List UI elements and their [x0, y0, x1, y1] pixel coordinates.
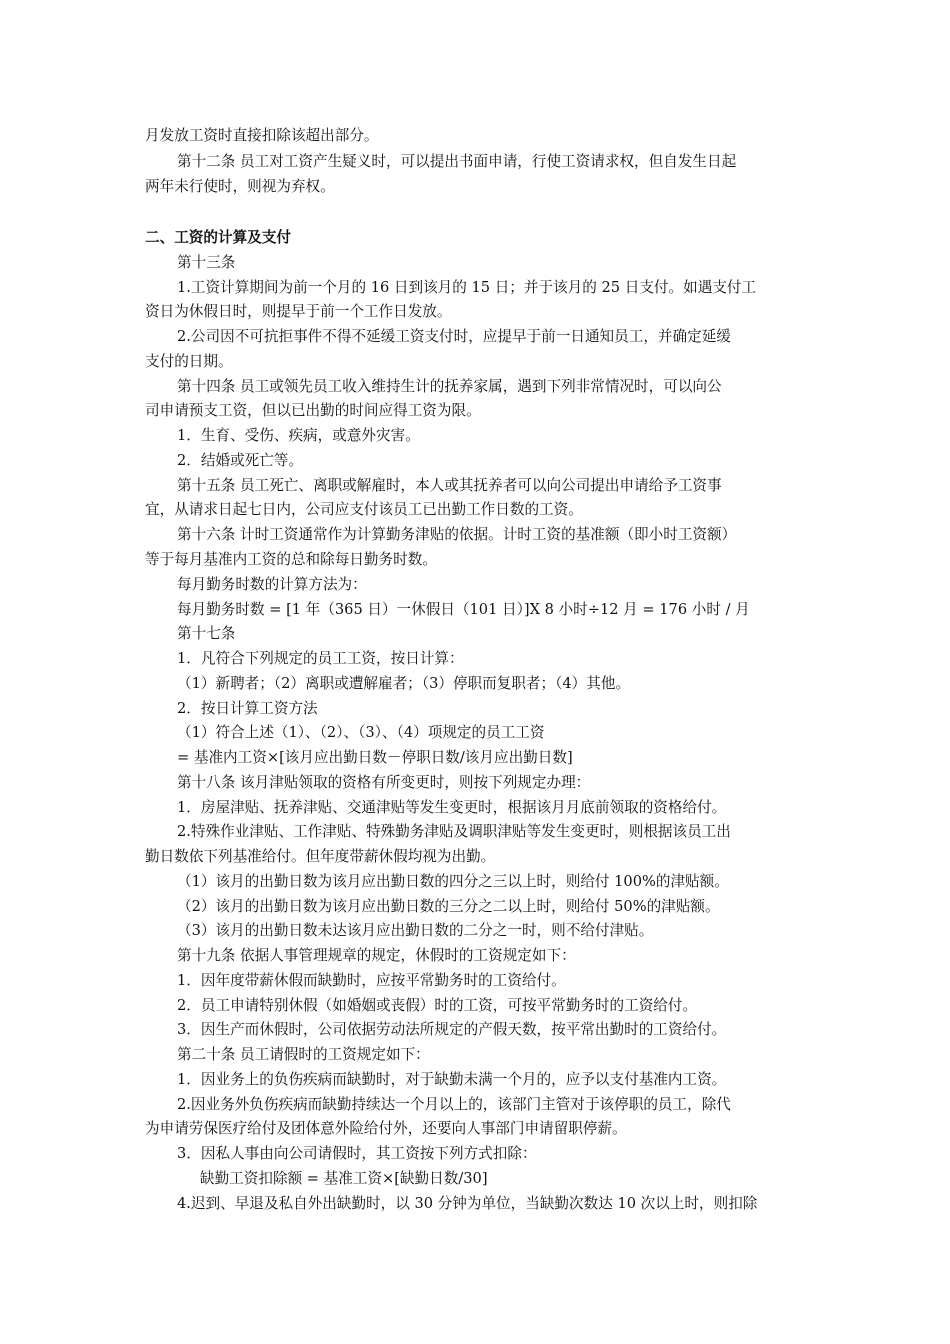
list-item: 4.迟到、早退及私自外出缺勤时，以 30 分钟为单位，当缺勤次数达 10 次以上时，则扣除: [177, 1195, 758, 1212]
text-line: 第十八条 该月津贴领取的资格有所变更时，则按下列规定办理：: [177, 774, 591, 791]
text-line: 月发放工资时直接扣除该超出部分。: [145, 127, 379, 144]
text-line: 第十四条 员工或领先员工收入维持生计的抚养家属，遇到下列非常情况时，可以向公: [177, 378, 722, 395]
text-line: 司申请预支工资，但以已出勤的时间应得工资为限。: [145, 402, 481, 419]
text-line: 每月勤务时数的计算方法为：: [177, 576, 367, 593]
list-item: （1）符合上述（1）、（2）、（3）、（4）项规定的员工工资: [177, 724, 545, 741]
article-title: 第十七条: [177, 625, 236, 642]
text-line: 第二十条 员工请假时的工资规定如下：: [177, 1046, 430, 1063]
list-item: （3）该月的出勤日数未达该月应出勤日数的二分之一时，则不给付津贴。: [177, 922, 654, 939]
list-item: （1）新聘者；（2）离职或遭解雇者；（3）停职而复职者；（4）其他。: [177, 675, 631, 692]
list-item: （1）该月的出勤日数为该月应出勤日数的四分之三以上时，则给付 100%的津贴额。: [177, 873, 729, 890]
text-line: 两年未行使时，则视为弃权。: [145, 178, 335, 195]
list-item: 3．因私人事由向公司请假时，其工资按下列方式扣除：: [177, 1145, 537, 1162]
text-line: 第十二条 员工对工资产生疑义时，可以提出书面申请，行使工资请求权，但自发生日起: [177, 153, 737, 170]
list-item: 2．员工申请特别休假（如婚姻或丧假）时的工资，可按平常勤务时的工资给付。: [177, 997, 698, 1014]
text-line: 支付的日期。: [145, 353, 233, 370]
list-item: （2）该月的出勤日数为该月应出勤日数的三分之二以上时，则给付 50%的津贴额。: [177, 898, 720, 915]
text-line: 第十六条 计时工资通常作为计算勤务津贴的依据。计时工资的基准额（即小时工资额）: [177, 526, 737, 543]
list-item: 2．结婚或死亡等。: [177, 452, 304, 469]
list-item: 2.因业务外负伤疾病而缺勤持续达一个月以上的，该部门主管对于该停职的员工，除代: [177, 1096, 731, 1113]
text-line: 勤日数依下列基准给付。但年度带薪休假均视为出勤。: [145, 848, 496, 865]
article-title: 第十三条: [177, 254, 236, 271]
formula-line: 缺勤工资扣除额 = 基准工资×[缺勤日数/30]: [200, 1170, 488, 1187]
list-item: 1．房屋津贴、抚养津贴、交通津贴等发生变更时，根据该月月底前领取的资格给付。: [177, 799, 727, 816]
list-item: 1．生育、受伤、疾病，或意外灾害。: [177, 427, 420, 444]
list-item: 2.特殊作业津贴、工作津贴、特殊勤务津贴及调职津贴等发生变更时，则根据该员工出: [177, 823, 731, 840]
text-line: 等于每月基准内工资的总和除每日勤务时数。: [145, 551, 437, 568]
formula-line: 每月勤务时数 = [1 年（365 日）一休假日（101 日）]X 8 小时÷12 月 = 176 小时 / 月: [177, 601, 750, 618]
list-item: 1．凡符合下列规定的员工工资，按日计算：: [177, 650, 464, 667]
list-item: 3．因生产而休假时，公司依据劳动法所规定的产假天数，按平常出勤时的工资给付。: [177, 1021, 727, 1038]
text-line: 2.公司因不可抗拒事件不得不延缓工资支付时，应提早于前一日通知员工，并确定延缓: [177, 328, 731, 345]
formula-line: = 基准内工资×[该月应出勤日数－停职日数/该月应出勤日数]: [177, 749, 573, 766]
text-line: 为申请劳保医疗给付及团体意外险给付外，还要向人事部门申请留职停薪。: [145, 1120, 627, 1137]
list-item: 2．按日计算工资方法: [177, 700, 318, 717]
list-item: 1．因业务上的负伤疾病而缺勤时，对于缺勤未满一个月的，应予以支付基准内工资。: [177, 1071, 727, 1088]
text-line: 资日为休假日时，则提早于前一个工作日发放。: [145, 303, 452, 320]
list-item: 1．因年度带薪休假而缺勤时，应按平常勤务时的工资给付。: [177, 972, 566, 989]
text-line: 第十五条 员工死亡、离职或解雇时，本人或其抚养者可以向公司提出申请给予工资事: [177, 477, 722, 494]
section-heading: 二、工资的计算及支付: [145, 229, 291, 246]
text-line: 1.工资计算期间为前一个月的 16 日到该月的 15 日；并于该月的 25 日支付。如遇支付工: [177, 279, 757, 296]
text-line: 第十九条 依据人事管理规章的规定，休假时的工资规定如下：: [177, 947, 576, 964]
text-line: 宜，从请求日起七日内，公司应支付该员工已出勤工作日数的工资。: [145, 501, 583, 518]
